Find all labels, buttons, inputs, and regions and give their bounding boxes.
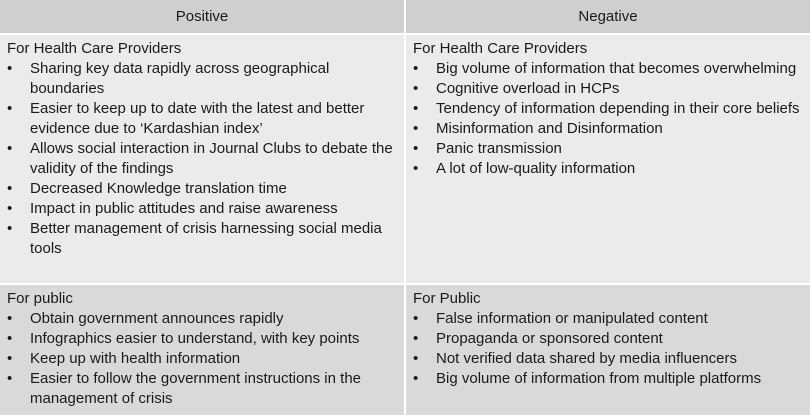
list-item: • Obtain government announces rapidly [7,309,398,329]
header-negative [406,0,812,35]
list-item: • Infographics easier to understand, with key points [7,329,398,349]
providers-positive-title: For Health Care Providers [7,40,182,57]
list-item: • Keep up with health information [7,349,398,369]
list-item: • Tendency of information depending in their core beliefs [413,99,804,119]
list-item: • Panic transmission [413,139,804,159]
list-item: • Propaganda or sponsored content [413,329,804,349]
header-negative-label: Negative [578,8,638,25]
providers-negative-cell [406,35,812,285]
list-item: • Misinformation and Disinformation [413,119,804,139]
list-item: • Cognitive overload in HCPs [413,79,804,99]
header-positive-label: Positive [175,8,229,25]
providers-negative-list [413,59,804,179]
list-item: • Impact in public attitudes and raise awareness [7,199,398,219]
header-positive [0,0,406,35]
list-item: • Better management of crisis harnessing social media tools [7,219,398,259]
list-item: • Big volume of information from multiple platforms [413,369,804,389]
public-negative-list [413,309,804,389]
public-positive-list [7,309,398,409]
providers-negative-title: For Health Care Providers [413,40,588,57]
list-item: • Easier to keep up to date with the latest and better evidence due to ‘Kardashian index’ [7,99,398,139]
list-item: • Allows social interaction in Journal Clubs to debate the validity of the findings [7,139,398,179]
public-positive-title: For public [7,290,73,307]
list-item: • A lot of low-quality information [413,159,804,179]
list-item: • Decreased Knowledge translation time [7,179,398,199]
list-item: • Easier to follow the government instructions in the management of crisis [7,369,398,409]
public-negative-cell [406,285,812,417]
providers-positive-list [7,59,398,259]
providers-positive-cell [0,35,406,285]
public-negative-title: For Public [413,290,481,307]
list-item: • Sharing key data rapidly across geographical boundaries [7,59,398,99]
list-item: • Big volume of information that becomes overwhelming [413,59,804,79]
public-positive-cell [0,285,406,417]
list-item: • False information or manipulated content [413,309,804,329]
list-item: • Not verified data shared by media influencers [413,349,804,369]
